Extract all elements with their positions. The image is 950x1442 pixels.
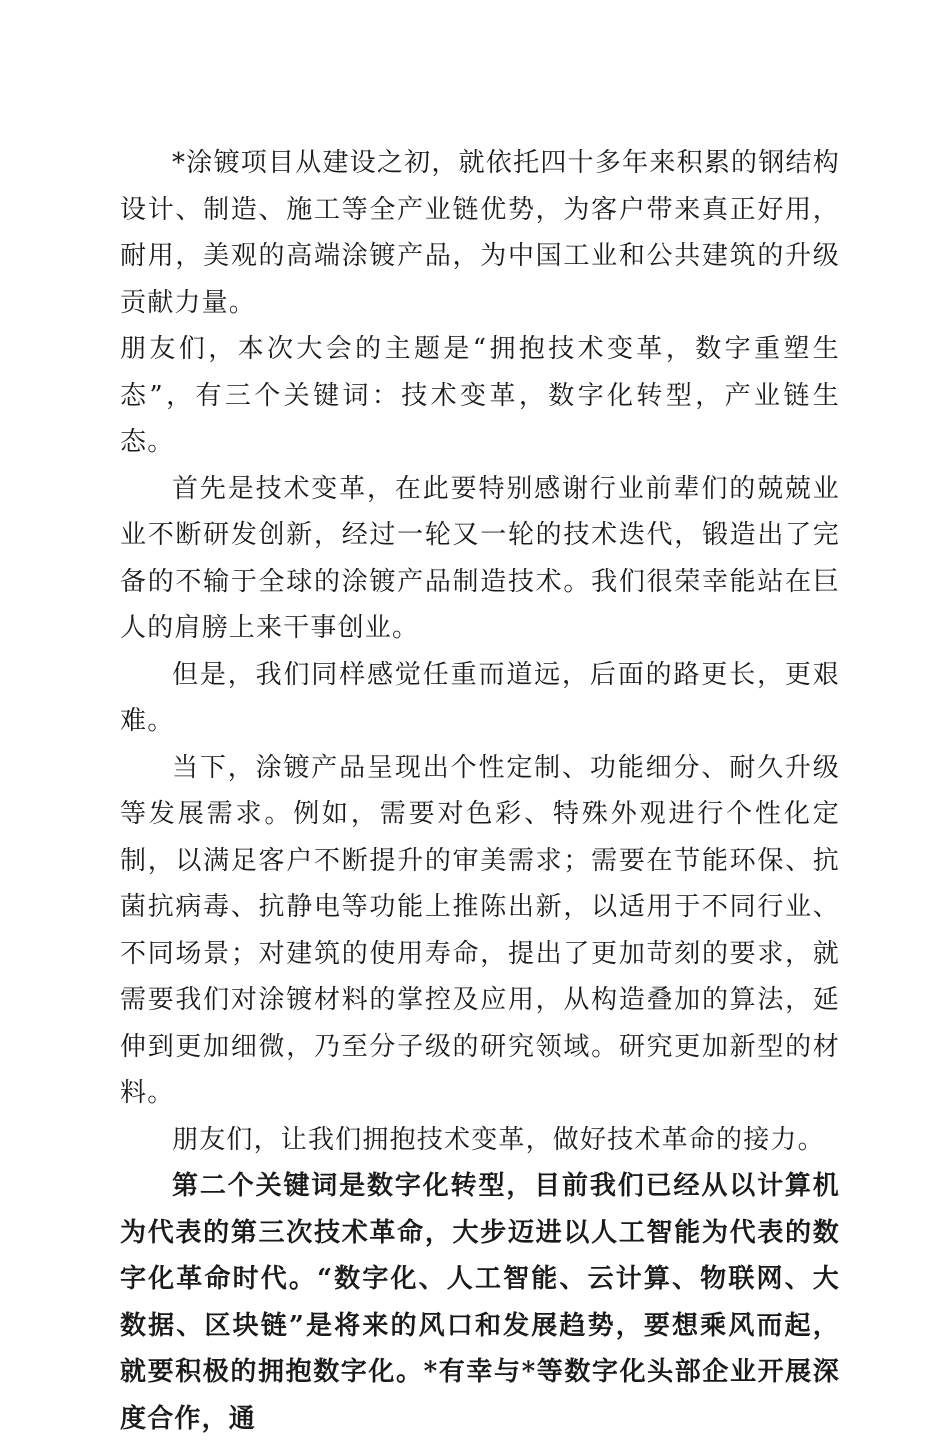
paragraph-project-intro: *涂镀项目从建设之初，就依托四十多年来积累的钢结构设计、制造、施工等全产业链优势，为客户带来真正好用，耐用，美观的高端涂镀产品，为中国工业和公共建筑的升级贡献力量。 [120, 148, 840, 318]
paragraph-current-demands: 当下，涂镀产品呈现出个性定制、功能细分、耐久升级等发展需求。例如，需要对色彩、特殊外观进行个性化定制，以满足客户不断提升的审美需求；需要在节能环保、抗菌抗病毒、抗静电等功能上推陈出新，以适用于不同行业、不同场景；对建筑的使用寿命，提出了更加苛刻的要求，就需要我们对涂镀材料的掌控及应用，从构造叠加的算法，延伸到更加细微，乃至分子级的研究领域。研究更加新型的材料。 [120, 752, 840, 1108]
paragraph-conference-theme: 朋友们，本次大会的主题是“拥抱技术变革，数字重塑生态”，有三个关键词：技术变革，数字化转型，产业链生态。 [120, 334, 840, 457]
document-body [120, 140, 840, 1442]
paragraph-long-road: 但是，我们同样感觉任重而道远，后面的路更长，更艰难。 [120, 659, 840, 736]
paragraph-embrace-change: 朋友们，让我们拥抱技术变革，做好技术革命的接力。 [172, 1124, 825, 1155]
paragraph-digital-transformation: 第二个关键词是数字化转型，目前我们已经从以计算机为代表的第三次技术革命，大步迈进以人工智能为代表的数字化革命时代。“数字化、人工智能、云计算、物联网、大数据、区块链”是将来的风口和发展趋势，要想乘风而起，就要积极的拥抱数字化。*有幸与*等数字化头部企业开展深度合作，通 [120, 1171, 840, 1434]
paragraph-technology-change: 首先是技术变革，在此要特别感谢行业前辈们的兢兢业业不断研发创新，经过一轮又一轮的技术迭代，锻造出了完备的不输于全球的涂镀产品制造技术。我们很荣幸能站在巨人的肩膀上来干事创业。 [120, 473, 840, 643]
